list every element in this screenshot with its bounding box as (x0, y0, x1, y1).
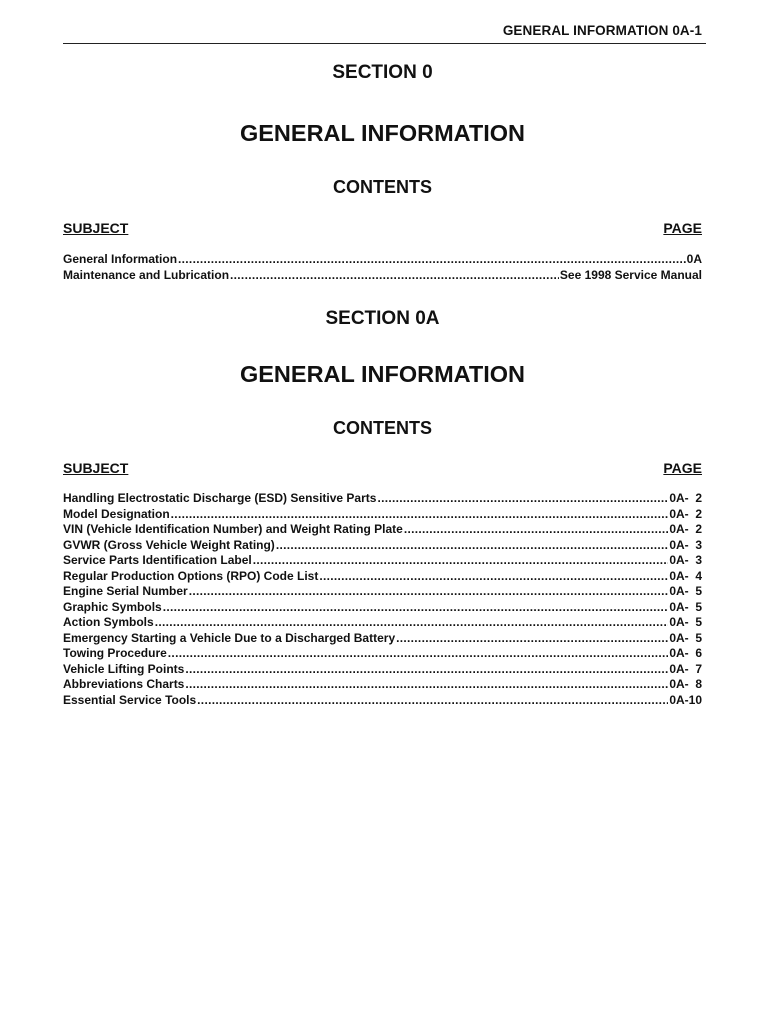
running-header: GENERAL INFORMATION 0A-1 (502, 23, 702, 38)
section-0a-contents-label: CONTENTS (333, 418, 432, 438)
section-0a-heading-block (63, 307, 702, 331)
toc-entry[interactable] (63, 662, 702, 678)
toc-leader-dots (197, 693, 668, 709)
toc-entry[interactable] (63, 615, 702, 631)
section-0a-title-block (63, 359, 702, 389)
section-0a-toc (63, 491, 702, 708)
toc-leader-dots (319, 569, 668, 585)
toc-entry-label: GVWR (Gross Vehicle Weight Rating) (63, 537, 275, 552)
section-0-contents-label: CONTENTS (333, 177, 432, 197)
toc-entry-page: 0A- 2 (669, 522, 702, 536)
toc-entry-label: Engine Serial Number (63, 584, 188, 598)
toc-entry-label: Action Symbols (63, 615, 154, 629)
toc-entry[interactable] (63, 538, 702, 554)
toc-entry-label: Model Designation (63, 506, 170, 521)
toc-entry[interactable] (63, 569, 702, 585)
toc-entry-page: 0A-10 (669, 692, 702, 707)
toc-entry-label: General Information (63, 252, 178, 266)
toc-leader-dots (404, 522, 668, 538)
toc-entry-page: 0A- 5 (669, 599, 702, 614)
toc-entry-label: Abbreviations Charts (63, 677, 185, 691)
toc-entry-label: Emergency Starting a Vehicle Due to a Discharged Battery (63, 630, 396, 645)
toc-leader-dots (171, 507, 669, 523)
toc-entry-page: 0A- 2 (669, 491, 702, 505)
toc-entry[interactable] (63, 268, 702, 284)
toc-leader-dots (185, 662, 668, 678)
toc-entry-page: 0A- 2 (669, 506, 702, 521)
toc-entry[interactable] (63, 522, 702, 538)
toc-entry-page: 0A- 3 (669, 537, 702, 552)
toc-entry-label: Towing Procedure (63, 646, 167, 660)
section-0-subject-header (63, 219, 702, 237)
toc-leader-dots (168, 646, 669, 662)
section-0-toc-block (63, 252, 702, 283)
section-0-subject-label: SUBJECT (63, 220, 129, 236)
toc-entry[interactable] (63, 631, 702, 647)
toc-leader-dots (377, 491, 668, 507)
toc-entry-page: 0A- 8 (669, 677, 702, 691)
toc-entry[interactable] (63, 677, 702, 693)
section-0a-title: GENERAL INFORMATION (239, 361, 526, 387)
toc-leader-dots (178, 252, 686, 268)
toc-leader-dots (163, 600, 669, 616)
toc-entry-label: Graphic Symbols (63, 599, 162, 614)
toc-entry-page: 0A- 5 (669, 584, 702, 598)
toc-entry-label: Maintenance and Lubrication (63, 267, 230, 282)
toc-entry-label: Handling Electrostatic Discharge (ESD) Sensitive Parts (63, 491, 377, 505)
section-0a-label: SECTION 0A (325, 308, 440, 329)
section-0-title-block (63, 118, 702, 148)
toc-entry-label: Vehicle Lifting Points (63, 661, 185, 676)
toc-entry[interactable] (63, 252, 702, 268)
toc-leader-dots (230, 268, 559, 284)
toc-entry-page: 0A- 3 (669, 553, 702, 567)
toc-entry-page: 0A (686, 252, 702, 266)
toc-entry[interactable] (63, 693, 702, 709)
toc-entry-page: 0A- 5 (669, 630, 702, 645)
section-0a-subject-header (63, 459, 702, 477)
toc-leader-dots (396, 631, 668, 647)
toc-leader-dots (189, 584, 669, 600)
toc-entry[interactable] (63, 553, 702, 569)
section-0-page-label: PAGE (663, 220, 702, 236)
toc-leader-dots (276, 538, 669, 554)
toc-entry-page: 0A- 6 (669, 646, 702, 660)
toc-entry[interactable] (63, 507, 702, 523)
section-0-heading-block (63, 61, 702, 85)
toc-entry-label: VIN (Vehicle Identification Number) and Weight Rating Plate (63, 522, 403, 536)
toc-entry-label: Essential Service Tools (63, 692, 197, 707)
section-0a-page-label: PAGE (663, 460, 702, 476)
toc-entry-page: See 1998 Service Manual (559, 267, 702, 282)
header-rule (63, 43, 706, 44)
section-0-label: SECTION 0 (332, 62, 433, 83)
toc-entry[interactable] (63, 584, 702, 600)
toc-entry-label: Service Parts Identification Label (63, 553, 252, 567)
toc-entry-page: 0A- 5 (669, 615, 702, 629)
section-0a-contents-block (63, 416, 702, 440)
section-0a-subject-label: SUBJECT (63, 460, 129, 476)
section-0a-toc-block (63, 491, 702, 708)
toc-entry-label: Regular Production Options (RPO) Code List (63, 568, 319, 583)
section-0-title: GENERAL INFORMATION (239, 120, 526, 146)
toc-entry-page: 0A- 7 (669, 661, 702, 676)
toc-leader-dots (253, 553, 669, 569)
toc-entry[interactable] (63, 491, 702, 507)
toc-entry-page: 0A- 4 (669, 568, 702, 583)
toc-entry[interactable] (63, 646, 702, 662)
section-0-contents-block (63, 175, 702, 199)
section-0-toc (63, 252, 702, 283)
toc-leader-dots (155, 615, 669, 631)
toc-leader-dots (185, 677, 668, 693)
toc-entry[interactable] (63, 600, 702, 616)
